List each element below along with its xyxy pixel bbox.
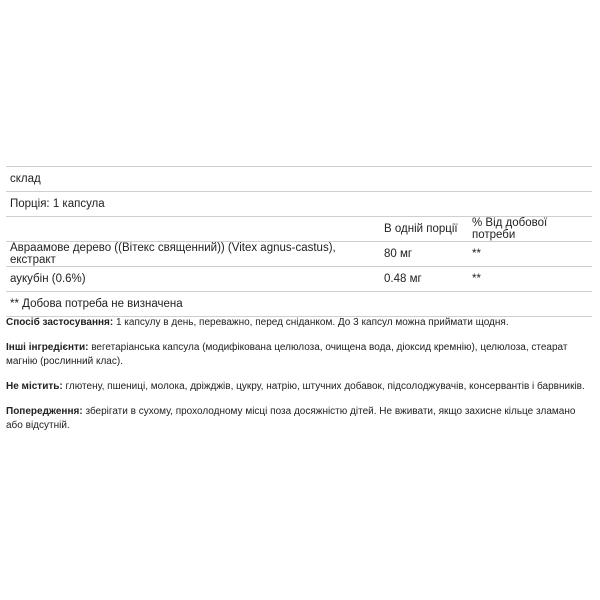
ingredient-amount: 0.48 мг	[380, 267, 468, 292]
facts-footnote: ** Добова потреба не визначена	[6, 292, 592, 317]
ingredient-dv: **	[468, 242, 592, 267]
ingredient-amount: 80 мг	[380, 242, 468, 267]
usage-note	[6, 316, 586, 330]
ingredient-name: аукубін (0.6%)	[6, 267, 380, 292]
header-per-serving: В одній порції	[380, 217, 468, 242]
supplement-facts-table	[6, 166, 592, 317]
facts-title-row	[6, 167, 592, 192]
note-text: глютену, пшениці, молока, дріжджів, цукру, натрію, штучних добавок, підсолоджувачів, консервантів і барвників.	[62, 381, 585, 392]
ingredient-row	[6, 242, 592, 267]
footnote-row	[6, 292, 592, 317]
note-text: 1 капсулу в день, переважно, перед сніданком. До 3 капсул можна приймати щодня.	[113, 317, 509, 328]
serving-size: Порція: 1 капсула	[6, 192, 592, 217]
header-daily-value: % Від добової потреби	[468, 217, 592, 242]
note-text: вегетаріанська капсула (модифікована целюлоза, очищена вода, діоксид кремнію), целюлоза, стеарат магнію (рослинний клас).	[6, 342, 568, 367]
ingredient-name: Авраамове дерево ((Вітекс священний)) (Vitex agnus-castus), екстракт	[6, 242, 380, 267]
header-row	[6, 217, 592, 242]
note-label: Не містить:	[6, 381, 63, 392]
free-from-note	[6, 380, 586, 394]
note-label: Спосіб застосування:	[6, 317, 114, 328]
other-ingredients-note	[6, 341, 586, 369]
warning-note	[6, 405, 586, 433]
product-notes	[6, 316, 586, 444]
note-text: зберігати в сухому, прохолодному місці поза досяжністю дітей. Не вживати, якщо захисне кільце зламано або відсутній.	[6, 406, 576, 431]
facts-title: склад	[6, 167, 592, 192]
note-label: Попередження:	[6, 406, 83, 417]
ingredient-row	[6, 267, 592, 292]
note-label: Інші інгредієнти:	[6, 342, 89, 353]
ingredient-dv: **	[468, 267, 592, 292]
serving-row	[6, 192, 592, 217]
header-blank	[6, 217, 380, 242]
